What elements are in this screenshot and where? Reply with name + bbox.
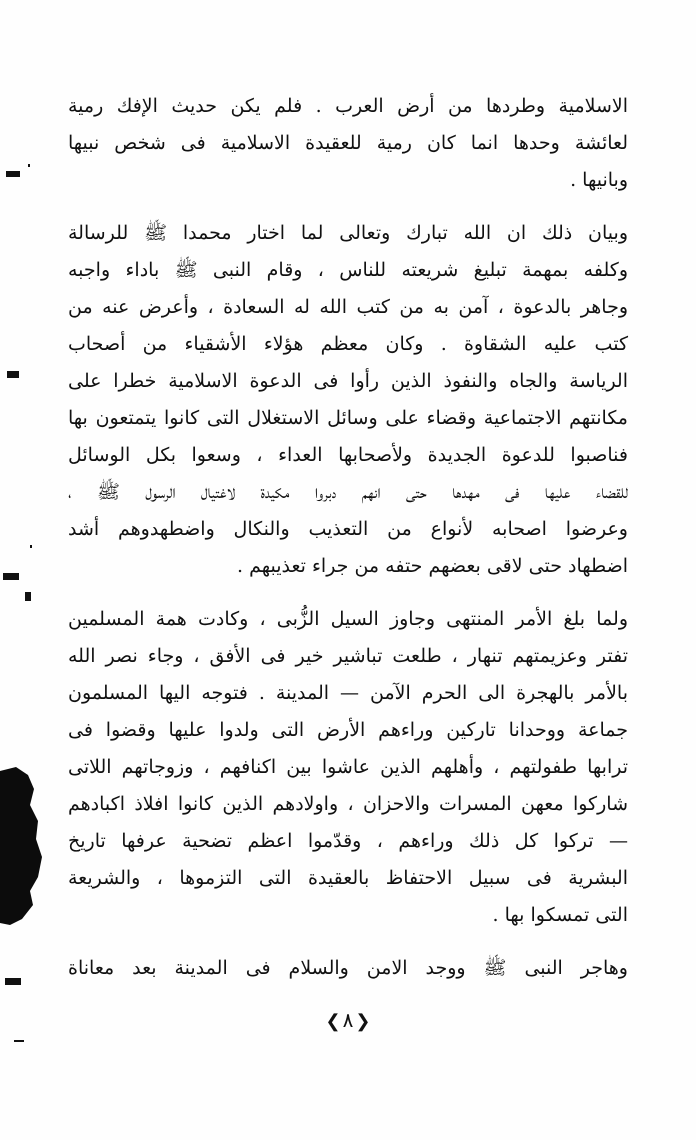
paragraph xyxy=(68,601,628,934)
text-line: الرياسة والجاه والنفوذ الذين رأوا فى الدعوة الاسلامية خطرا على xyxy=(68,370,628,392)
text-line: وبانيها . xyxy=(570,169,628,191)
page-number-value: ٨ xyxy=(342,1008,354,1032)
text-line: كتب عليه الشقاوة . وكان معظم هؤلاء الأشقياء من أصحاب xyxy=(68,333,628,355)
text-line: بالأمر بالهجرة الى الحرم الآمن — المدينة . فتوجه اليها المسلمون xyxy=(68,682,628,704)
text-line: جماعة ووحدانا تاركين وراءهم الأرض التى ولدوا عليها وقضوا فى xyxy=(68,719,628,741)
margin-mark xyxy=(30,545,32,548)
paragraph xyxy=(68,215,628,585)
text-line: وعرضوا اصحابه لأنواع من التعذيب والنكال واضطهدوهم أشد xyxy=(68,518,628,540)
text-line: وبيان ذلك ان الله تبارك وتعالى لما اختار محمدا ﷺ للرسالة xyxy=(68,222,628,244)
text-line: وكلفه بمهمة تبليغ شريعته للناس ، وقام النبى ﷺ باداء واجبه xyxy=(68,259,628,281)
margin-mark xyxy=(28,164,30,167)
text-line: البشرية فى سبيل الاحتفاظ بالعقيدة التى التزموها ، والشريعة xyxy=(68,867,628,889)
text-line: وهاجر النبى ﷺ ووجد الامن والسلام فى المدينة بعد معاناة xyxy=(68,957,628,979)
text-line: التى تمسكوا بها . xyxy=(492,904,628,926)
text-line: فناصبوا للدعوة الجديدة ولأصحابها العداء ، وسعوا بكل الوسائل xyxy=(68,444,628,466)
page-number xyxy=(0,1008,696,1032)
ink-blot xyxy=(0,765,48,930)
text-line: مكانتهم الاجتماعية وقضاء على وسائل الاستغلال التى كانوا يتمتعون بها xyxy=(68,407,628,429)
margin-mark xyxy=(7,371,19,378)
paragraph xyxy=(68,88,628,199)
ornament-left-icon: ❮ xyxy=(355,1011,371,1032)
text-line: للقضاء عليها فى مهدها حتى انهم دبروا مكيدة لاغتيال الرسول ﷺ ، xyxy=(68,481,628,503)
text-line: — تركوا كل ذلك وراءهم ، وقدّموا اعظم تضحية عرفها تاريخ xyxy=(68,830,628,852)
text-line: ترابها طفولتهم ، وأهلهم الذين عاشوا بين اكنافهم ، وزوجاتهم اللاتى xyxy=(68,756,628,778)
margin-mark xyxy=(3,573,19,580)
text-line: ولما بلغ الأمر المنتهى وجاوز السيل الزُّبى ، وكادت همة المسلمين xyxy=(68,608,628,630)
margin-mark xyxy=(14,1040,24,1042)
margin-mark xyxy=(6,171,20,177)
text-line: تفتر وعزيمتهم تنهار ، طلعت تباشير خير فى الأفق ، وجاء نصر الله xyxy=(68,645,628,667)
margin-mark xyxy=(25,592,31,601)
text-line: شاركوا معهن المسرات والاحزان ، واولادهم الذين كانوا افلاذ اكبادهم xyxy=(68,793,628,815)
paragraph xyxy=(68,950,628,987)
ornament-right-icon: ❯ xyxy=(325,1011,341,1032)
page-body-text xyxy=(68,88,628,987)
text-line: الاسلامية وطردها من أرض العرب . فلم يكن حديث الإفك رمية xyxy=(68,95,628,117)
text-line: لعائشة وحدها انما كان رمية للعقيدة الاسلامية فى شخص نبيها xyxy=(68,132,628,154)
text-line: وجاهر بالدعوة ، آمن به من كتب الله له السعادة ، وأعرض عنه من xyxy=(68,296,628,318)
margin-mark xyxy=(5,978,21,985)
text-line: اضطهاد حتى لاقى بعضهم حتفه من جراء تعذيبهم . xyxy=(237,555,628,577)
